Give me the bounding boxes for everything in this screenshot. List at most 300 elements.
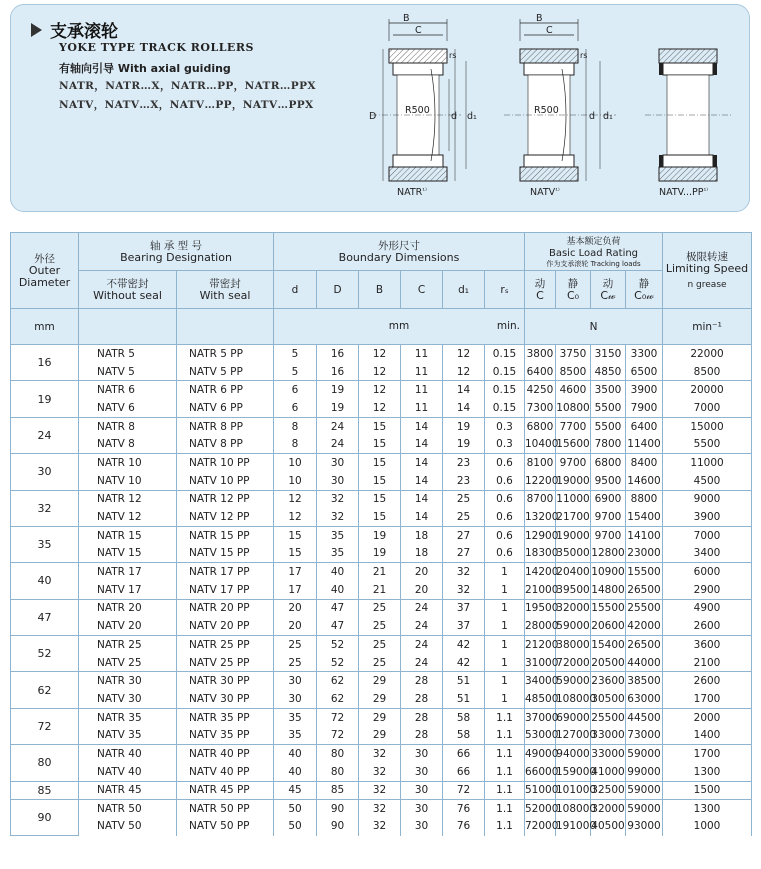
caption-natv: $NATV^{^{1)}}$ [530,187,560,198]
cell-B: 25 [359,654,401,672]
cell-seal: NATV 10 PP [177,472,274,490]
cell-noseal: NATV 10 [79,472,177,490]
cell-dyn-cw: 6800 [591,454,626,472]
cell-speed: 22000 [663,345,752,363]
cell-stat-c0: 10800 [556,399,591,417]
cell-C: 14 [401,508,443,526]
cell-d1: 42 [443,636,485,654]
col-d1: d₁ [443,271,485,309]
cell-seal: NATR 5 PP [177,345,274,363]
cell-stat-c0: 127000 [556,726,591,744]
cell-noseal: NATR 12 [79,490,177,508]
cell-seal: NATV 12 PP [177,508,274,526]
cell-d: 17 [274,581,317,599]
cell-rs: 1.1 [485,817,525,835]
cell-stat-c0: 15600 [556,435,591,453]
cell-d1: 12 [443,345,485,363]
cell-outer-diameter: 35 [11,526,79,562]
cell-d1: 51 [443,672,485,690]
cell-speed: 7000 [663,399,752,417]
cell-d1: 58 [443,726,485,744]
cell-C: 28 [401,708,443,726]
cell-stat-c0: 32000 [556,599,591,617]
cell-stat-c0w: 8800 [626,490,663,508]
col-rs: rₛ [485,271,525,309]
cell-speed: 6000 [663,563,752,581]
cell-noseal: NATV 20 [79,617,177,635]
cell-speed: 2900 [663,581,752,599]
table-row [11,454,752,472]
cell-dyn-c: 18300 [525,545,556,563]
cell-speed: 3400 [663,545,752,563]
cell-B: 19 [359,545,401,563]
cell-noseal: NATV 8 [79,435,177,453]
cell-noseal: NATV 25 [79,654,177,672]
natv-drawing [496,11,621,201]
cell-dyn-cw: 20500 [591,654,626,672]
cell-C: 14 [401,417,443,435]
cell-rs: 0.6 [485,454,525,472]
cell-seal: NATR 10 PP [177,454,274,472]
cell-d1: 42 [443,654,485,672]
cell-B: 25 [359,599,401,617]
title-row [31,17,118,42]
cell-d: 15 [274,526,317,544]
cell-D: 90 [317,799,359,817]
col-dyn-cw: 动 C𝓌 [591,271,626,309]
col-d: d [274,271,317,309]
cell-dyn-cw: 3150 [591,345,626,363]
cell-rs: 0.3 [485,417,525,435]
table-row [11,763,752,781]
cell-B: 15 [359,435,401,453]
cell-d1: 27 [443,526,485,544]
cell-stat-c0: 159000 [556,763,591,781]
cell-d1: 19 [443,417,485,435]
cell-noseal: NATR 25 [79,636,177,654]
cell-stat-c0: 72000 [556,654,591,672]
cell-seal: NATR 20 PP [177,599,274,617]
cell-C: 24 [401,599,443,617]
cell-D: 85 [317,781,359,799]
cell-stat-c0w: 14600 [626,472,663,490]
cell-stat-c0w: 26500 [626,581,663,599]
cell-stat-c0w: 73000 [626,726,663,744]
cell-dyn-cw: 15500 [591,599,626,617]
cell-d1: 32 [443,581,485,599]
cell-stat-c0w: 25500 [626,599,663,617]
cell-d1: 27 [443,545,485,563]
cell-noseal: NATR 40 [79,745,177,763]
col-B: B [359,271,401,309]
cell-rs: 1.1 [485,763,525,781]
cell-outer-diameter: 19 [11,381,79,417]
caption-natr: $NATR^{^{1)}}$ [397,187,427,198]
table-body [11,345,752,836]
cell-D: 24 [317,435,359,453]
cell-rs: 0.15 [485,345,525,363]
cell-B: 15 [359,490,401,508]
unit-speed: min⁻¹ [663,309,752,345]
cell-D: 19 [317,381,359,399]
cell-noseal: NATR 50 [79,799,177,817]
cell-rs: 0.6 [485,526,525,544]
cell-D: 52 [317,636,359,654]
label-r500-2: R500 [534,105,559,116]
cell-dyn-cw: 3500 [591,381,626,399]
unit-outer-mm: mm [11,309,79,345]
cell-D: 62 [317,690,359,708]
cell-d: 30 [274,690,317,708]
cell-outer-diameter: 40 [11,563,79,599]
cell-stat-c0: 191000 [556,817,591,835]
cell-speed: 1700 [663,690,752,708]
label-d1-2: d₁ [603,111,613,122]
cell-d1: 32 [443,563,485,581]
cell-d1: 72 [443,781,485,799]
cell-C: 30 [401,745,443,763]
cell-D: 24 [317,417,359,435]
cell-d1: 58 [443,708,485,726]
cell-stat-c0: 19000 [556,472,591,490]
cell-D: 40 [317,563,359,581]
cell-dyn-c: 72000 [525,817,556,835]
table-row [11,781,752,799]
cell-dyn-cw: 14800 [591,581,626,599]
label-d: d [451,111,458,122]
cell-noseal: NATR 15 [79,526,177,544]
cell-rs: 0.3 [485,435,525,453]
cell-C: 11 [401,363,443,381]
cell-B: 29 [359,690,401,708]
cell-d: 10 [274,454,317,472]
cell-speed: 7000 [663,526,752,544]
cell-stat-c0: 4600 [556,381,591,399]
cell-D: 30 [317,472,359,490]
col-dyn-c: 动 C [525,271,556,309]
table-row [11,563,752,581]
col-basic-load-rating: 基本额定负荷 Basic Load Rating 作为支承滚轮 Tracking loads [525,233,663,271]
cell-C: 11 [401,399,443,417]
cell-d: 35 [274,708,317,726]
cell-stat-c0: 7700 [556,417,591,435]
table-row [11,617,752,635]
cell-speed: 20000 [663,381,752,399]
cell-dyn-c: 51000 [525,781,556,799]
cell-stat-c0: 9700 [556,454,591,472]
table-row [11,745,752,763]
cell-seal: NATR 35 PP [177,708,274,726]
cell-C: 11 [401,345,443,363]
cell-dyn-cw: 23600 [591,672,626,690]
cell-stat-c0w: 8400 [626,454,663,472]
cell-rs: 0.6 [485,472,525,490]
cell-C: 28 [401,672,443,690]
cell-seal: NATR 8 PP [177,417,274,435]
cell-dyn-c: 8700 [525,490,556,508]
cell-B: 25 [359,636,401,654]
cell-dyn-cw: 5500 [591,399,626,417]
cell-C: 24 [401,617,443,635]
cell-outer-diameter: 72 [11,708,79,744]
cell-noseal: NATV 30 [79,690,177,708]
col-stat-c0: 静 C₀ [556,271,591,309]
natr-drawing [351,11,476,201]
cell-outer-diameter: 62 [11,672,79,708]
cell-speed: 11000 [663,454,752,472]
cell-stat-c0: 11000 [556,490,591,508]
cell-dyn-c: 48500 [525,690,556,708]
cell-C: 30 [401,817,443,835]
cell-C: 30 [401,763,443,781]
cell-B: 32 [359,745,401,763]
cell-stat-c0w: 14100 [626,526,663,544]
cell-C: 30 [401,781,443,799]
col-without-seal: 不带密封 Without seal [79,271,177,309]
cell-C: 14 [401,454,443,472]
table-row [11,417,752,435]
col-C: C [401,271,443,309]
cell-speed: 15000 [663,417,752,435]
cell-dyn-cw: 6900 [591,490,626,508]
table-row [11,636,752,654]
cell-outer-diameter: 85 [11,781,79,799]
cell-outer-diameter: 90 [11,799,79,835]
table-row [11,381,752,399]
cell-rs: 1 [485,563,525,581]
table-row [11,599,752,617]
cell-stat-c0: 8500 [556,363,591,381]
cell-dyn-c: 21200 [525,636,556,654]
cell-stat-c0: 38000 [556,636,591,654]
table-row [11,508,752,526]
label-r500: R500 [405,105,430,116]
cell-dyn-c: 13200 [525,508,556,526]
cell-dyn-c: 52000 [525,799,556,817]
cell-speed: 3900 [663,508,752,526]
cell-d: 12 [274,490,317,508]
cell-noseal: NATR 8 [79,417,177,435]
cell-seal: NATR 45 PP [177,781,274,799]
cell-d: 20 [274,599,317,617]
cell-d: 15 [274,545,317,563]
cell-dyn-cw: 40500 [591,817,626,835]
cell-seal: NATV 25 PP [177,654,274,672]
cell-seal: NATV 5 PP [177,363,274,381]
cell-stat-c0w: 6400 [626,417,663,435]
cell-stat-c0: 39500 [556,581,591,599]
cell-dyn-c: 4250 [525,381,556,399]
cell-d1: 37 [443,599,485,617]
cell-noseal: NATR 17 [79,563,177,581]
cell-outer-diameter: 32 [11,490,79,526]
cell-C: 14 [401,435,443,453]
cell-stat-c0w: 63000 [626,690,663,708]
cell-noseal: NATV 40 [79,763,177,781]
table-row [11,472,752,490]
cell-d1: 25 [443,508,485,526]
col-with-seal: 带密封 With seal [177,271,274,309]
cell-rs: 0.15 [485,381,525,399]
cell-noseal: NATR 6 [79,381,177,399]
cell-outer-diameter: 30 [11,454,79,490]
cell-d: 25 [274,654,317,672]
table-row [11,581,752,599]
cell-d: 8 [274,417,317,435]
cell-d1: 23 [443,454,485,472]
cell-stat-c0w: 44000 [626,654,663,672]
cell-D: 80 [317,763,359,781]
table-row [11,817,752,835]
cell-stat-c0: 59000 [556,672,591,690]
cell-d: 40 [274,763,317,781]
cell-seal: NATV 17 PP [177,581,274,599]
cell-D: 16 [317,363,359,381]
cell-B: 29 [359,708,401,726]
cell-dyn-cw: 30500 [591,690,626,708]
cell-noseal: NATV 12 [79,508,177,526]
cell-outer-diameter: 16 [11,345,79,381]
label-rs-2: rs [580,51,588,60]
cell-B: 29 [359,672,401,690]
cell-d1: 76 [443,817,485,835]
cell-B: 32 [359,763,401,781]
cell-d: 45 [274,781,317,799]
cell-stat-c0: 35000 [556,545,591,563]
cell-C: 20 [401,563,443,581]
cell-stat-c0w: 59000 [626,799,663,817]
cell-B: 21 [359,581,401,599]
table-row [11,726,752,744]
series-line-2: NATV，NATV…X，NATV…PP，NATV…PPX [59,99,314,111]
cell-d1: 25 [443,490,485,508]
title-chinese: 支承滚轮 [50,22,118,42]
cell-rs: 0.6 [485,545,525,563]
subtitle: 有轴向引导 With axial guiding [59,62,231,75]
cell-C: 28 [401,726,443,744]
cell-D: 40 [317,581,359,599]
cell-rs: 1 [485,654,525,672]
cell-noseal: NATV 17 [79,581,177,599]
cell-d: 6 [274,381,317,399]
cell-B: 32 [359,781,401,799]
cell-B: 15 [359,472,401,490]
cell-C: 24 [401,654,443,672]
cell-stat-c0w: 3900 [626,381,663,399]
cell-speed: 1500 [663,781,752,799]
cell-speed: 3600 [663,636,752,654]
table-row [11,708,752,726]
table-row [11,690,752,708]
cell-dyn-c: 21000 [525,581,556,599]
cell-dyn-cw: 33000 [591,726,626,744]
table-row [11,799,752,817]
cell-B: 15 [359,417,401,435]
cell-seal: NATR 50 PP [177,799,274,817]
cell-speed: 5500 [663,435,752,453]
cell-stat-c0w: 23000 [626,545,663,563]
cell-dyn-cw: 7800 [591,435,626,453]
cell-dyn-cw: 33000 [591,745,626,763]
cell-rs: 1 [485,636,525,654]
cell-dyn-cw: 5500 [591,417,626,435]
cell-D: 30 [317,454,359,472]
cell-C: 11 [401,381,443,399]
cell-stat-c0: 101000 [556,781,591,799]
cell-C: 18 [401,545,443,563]
cell-d: 17 [274,563,317,581]
cell-dyn-cw: 9500 [591,472,626,490]
cell-d: 5 [274,345,317,363]
cell-noseal: NATR 20 [79,599,177,617]
table-row [11,363,752,381]
table-row [11,545,752,563]
cell-stat-c0: 108000 [556,799,591,817]
cell-rs: 0.6 [485,490,525,508]
cell-d: 6 [274,399,317,417]
unit-blank-1 [79,309,177,345]
cell-stat-c0w: 3300 [626,345,663,363]
cell-outer-diameter: 24 [11,417,79,453]
cell-B: 15 [359,454,401,472]
cell-seal: NATV 40 PP [177,763,274,781]
cell-rs: 1.1 [485,781,525,799]
cell-seal: NATR 30 PP [177,672,274,690]
cell-dyn-cw: 10900 [591,563,626,581]
cell-seal: NATV 8 PP [177,435,274,453]
cell-stat-c0: 94000 [556,745,591,763]
cell-d1: 14 [443,381,485,399]
cell-D: 72 [317,708,359,726]
cell-seal: NATV 20 PP [177,617,274,635]
label-d-2: d [589,111,596,122]
cell-dyn-c: 31000 [525,654,556,672]
cell-rs: 1.1 [485,708,525,726]
cell-dyn-c: 53000 [525,726,556,744]
table-row [11,672,752,690]
title-english: YOKE TYPE TRACK ROLLERS [59,41,254,54]
cell-stat-c0w: 59000 [626,745,663,763]
cell-D: 62 [317,672,359,690]
cell-B: 12 [359,363,401,381]
cell-B: 29 [359,726,401,744]
table-row [11,526,752,544]
table-row [11,435,752,453]
cell-D: 90 [317,817,359,835]
cell-noseal: NATR 45 [79,781,177,799]
cell-B: 12 [359,399,401,417]
caption-natvpp: $NATV...PP^{^{1)}}$ [659,187,708,198]
cell-d1: 23 [443,472,485,490]
table-row [11,399,752,417]
cell-dyn-cw: 25500 [591,708,626,726]
cell-dyn-c: 49000 [525,745,556,763]
cell-d1: 19 [443,435,485,453]
cell-dyn-c: 7300 [525,399,556,417]
cell-D: 35 [317,526,359,544]
cell-rs: 1.1 [485,799,525,817]
cell-speed: 9000 [663,490,752,508]
cell-rs: 1.1 [485,745,525,763]
unit-load-N: N [525,309,663,345]
cell-dyn-c: 12200 [525,472,556,490]
cell-stat-c0w: 6500 [626,363,663,381]
cell-stat-c0w: 15500 [626,563,663,581]
cell-speed: 2000 [663,708,752,726]
cell-D: 47 [317,617,359,635]
cell-stat-c0w: 11400 [626,435,663,453]
col-bearing-designation: 轴 承 型 号 Bearing Designation [79,233,274,271]
